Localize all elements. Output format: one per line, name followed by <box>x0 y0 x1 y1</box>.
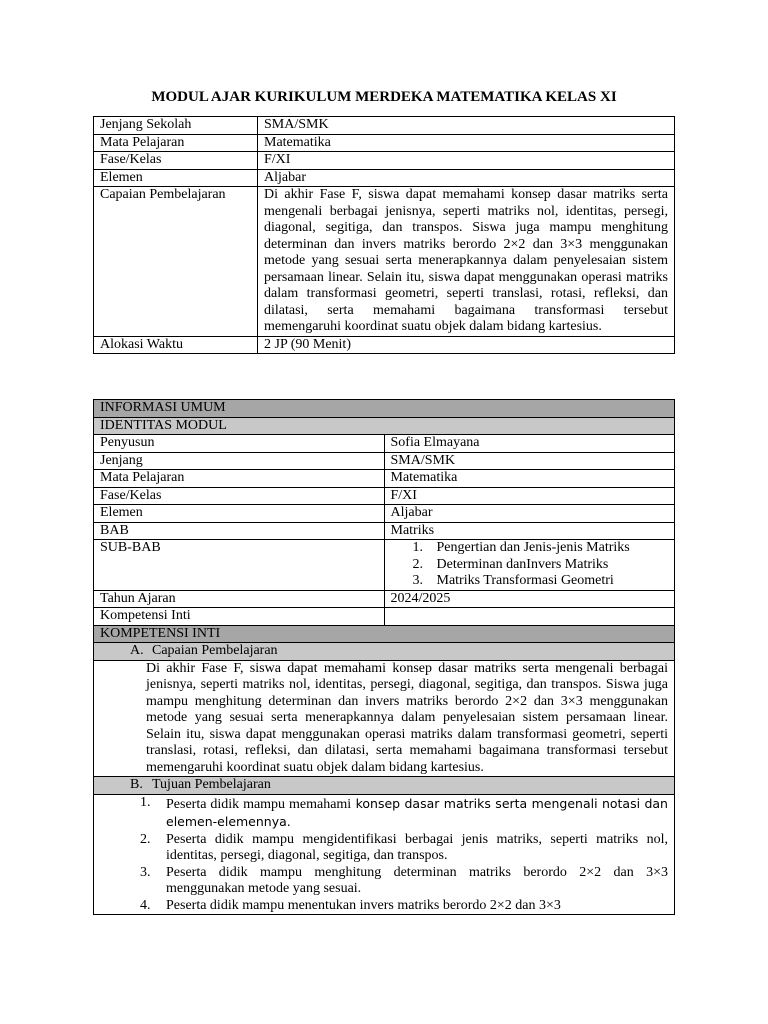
section-heading: KOMPETENSI INTI <box>94 625 675 643</box>
row-label: Fase/Kelas <box>94 487 385 505</box>
subsection-heading <box>94 777 675 795</box>
list-item <box>140 794 668 832</box>
row-value: F/XI <box>384 487 675 505</box>
list-text-rest: konsep dasar matriks serta mengenali notasi dan elemen-elemennya. <box>166 795 668 829</box>
subsection-row-capaian <box>94 643 675 661</box>
list-number: 4. <box>140 897 151 913</box>
list-text-lead: Peserta didik mampu mengidentifikasi berbagai jenis matriks, seperti matriks nol, identitas, persegi, diagonal, segitiga, dan transpos. <box>166 831 668 863</box>
list-item <box>413 557 669 574</box>
subsection-title: Tujuan Pembelajaran <box>152 777 271 792</box>
table-row <box>94 505 675 523</box>
table-row <box>94 169 675 187</box>
list-item <box>140 864 668 898</box>
row-label: SUB-BAB <box>94 540 385 591</box>
row-value: 2 JP (90 Menit) <box>258 336 675 354</box>
tujuan-list <box>94 795 674 915</box>
list-text <box>166 898 668 915</box>
row-value: Di akhir Fase F, siswa dapat memahami konsep dasar matriks serta mengenali berbagai jenisnya, seperti matriks nol, identitas, persegi, diagonal, segitiga, dan transpos. Siswa juga mampu menghitung determinan dan invers matriks berordo 2×2 dan 3×3 menggunakan metode yang sesuai serta menerapkannya dalam penyelesaian sistem persamaan linear. Selain itu, siswa dapat menggunakan operasi matriks dalam transformasi geometri, seperti translasi, rotasi, refleksi, dan dilatasi, serta memahami bagaimana transformasi tersebut memengaruhi koordinat suatu objek dalam bidang kartesius. <box>258 187 675 337</box>
list-text <box>166 795 668 832</box>
table-row <box>94 487 675 505</box>
list-number: 2. <box>140 831 151 847</box>
section-row-identitas-modul <box>94 417 675 435</box>
row-value: SMA/SMK <box>384 452 675 470</box>
page-title: MODUL AJAR KURIKULUM MERDEKA MATEMATIKA KELAS XI <box>151 89 617 105</box>
section-row-kompetensi-inti <box>94 625 675 643</box>
list-text-lead: Peserta didik mampu menghitung determinan matriks berordo 2×2 dan 3×3 menggunakan metode yang sesuai. <box>166 864 668 896</box>
list-item <box>140 897 668 915</box>
tujuan-cell <box>94 794 675 915</box>
row-label: Mata Pelajaran <box>94 134 258 152</box>
subsection-row-tujuan <box>94 777 675 795</box>
subsection-title: Capaian Pembelajaran <box>152 643 278 658</box>
row-label: Jenjang <box>94 452 385 470</box>
capaian-text-row <box>94 660 675 777</box>
table-row-sub-bab <box>94 540 675 591</box>
section-heading: INFORMASI UMUM <box>94 400 675 418</box>
row-value: 2024/2025 <box>384 590 675 608</box>
list-item <box>413 540 669 557</box>
table-row <box>94 452 675 470</box>
row-value: Matematika <box>384 470 675 488</box>
list-number: 2. <box>412 556 423 572</box>
list-number: 1. <box>140 794 151 810</box>
list-text-lead: Peserta didik mampu memahami <box>166 796 352 812</box>
table-row <box>94 470 675 488</box>
subsection-letter: A. <box>130 643 144 658</box>
row-value: Matematika <box>258 134 675 152</box>
row-label: Fase/Kelas <box>94 152 258 170</box>
section-row-informasi-umum <box>94 400 675 418</box>
subsection-letter: B. <box>130 777 143 792</box>
row-label: BAB <box>94 522 385 540</box>
row-label: Elemen <box>94 169 258 187</box>
list-item <box>140 831 668 865</box>
table-row <box>94 522 675 540</box>
table-row <box>94 134 675 152</box>
list-text-lead: Peserta didik mampu menentukan invers matriks berordo 2×2 dan 3×3 <box>166 897 561 913</box>
list-number: 3. <box>140 864 151 880</box>
row-value: SMA/SMK <box>258 117 675 135</box>
row-label: Penyusun <box>94 435 385 453</box>
table-row <box>94 117 675 135</box>
tujuan-list-row <box>94 794 675 915</box>
list-text <box>166 865 668 898</box>
table-row-tahun-ajaran <box>94 590 675 608</box>
list-text: Matriks Transformasi Geometri <box>436 573 614 588</box>
table-row <box>94 435 675 453</box>
list-item <box>413 573 669 590</box>
row-value <box>384 540 675 591</box>
row-label: Kompetensi Inti <box>94 608 385 626</box>
row-label: Elemen <box>94 505 385 523</box>
row-label: Tahun Ajaran <box>94 590 385 608</box>
capaian-paragraph: Di akhir Fase F, siswa dapat memahami konsep dasar matriks serta mengenali berbagai jenisnya, seperti matriks nol, identitas, persegi, diagonal, segitiga, dan transpos. Siswa juga mampu menghitung determinan dan invers matriks berordo 2×2 dan 3×3 menggunakan metode yang sesuai serta menerapkannya dalam penyelesaian sistem persamaan linear. Selain itu, siswa dapat menggunakan operasi matriks dalam transformasi geometri, seperti translasi, rotasi, refleksi, dan dilatasi, serta memahami bagaimana transformasi tersebut memengaruhi koordinat suatu objek dalam bidang kartesius. <box>94 660 675 777</box>
row-label: Jenjang Sekolah <box>94 117 258 135</box>
list-text: Determinan danInvers Matriks <box>436 556 609 572</box>
section-heading: IDENTITAS MODUL <box>94 417 675 435</box>
list-number: 3. <box>412 573 423 588</box>
row-label: Alokasi Waktu <box>94 336 258 354</box>
subsection-heading <box>94 643 675 661</box>
table-row <box>94 336 675 354</box>
row-value: Sofia Elmayana <box>384 435 675 453</box>
table-row-kompetensi-inti <box>94 608 675 626</box>
list-text: Pengertian dan Jenis-jenis Matriks <box>436 540 630 555</box>
table-row <box>94 187 675 337</box>
row-value <box>384 608 675 626</box>
list-number: 1. <box>412 540 423 555</box>
row-value: Aljabar <box>258 169 675 187</box>
module-info-table <box>93 399 675 915</box>
sub-bab-list <box>391 540 669 590</box>
row-label: Mata Pelajaran <box>94 470 385 488</box>
row-value: Matriks <box>384 522 675 540</box>
list-text <box>166 832 668 865</box>
summary-table <box>93 116 675 354</box>
table-row <box>94 152 675 170</box>
row-label: Capaian Pembelajaran <box>94 187 258 337</box>
row-value: Aljabar <box>384 505 675 523</box>
row-value: F/XI <box>258 152 675 170</box>
